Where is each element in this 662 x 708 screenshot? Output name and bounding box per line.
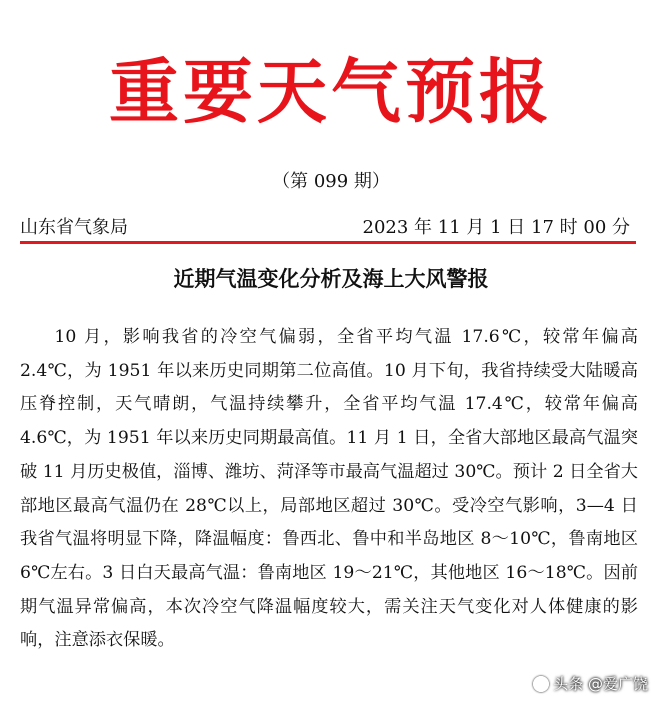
article-paragraph: 10 月，影响我省的冷空气偏弱，全省平均气温 17.6℃，较常年偏高 2.4℃，为 1951 年以来历史同期第二位高值。10 月下旬，我省持续受大陆暖高压脊控制，天气晴朗，气温持续攀升，全省平均气温 17.4℃，较常年偏高 4.6℃，为 1951 年以来历史同期最高值。11 月 1 日，全省大部地区最高气温突破 11 月历史极值，淄博、潍坊、菏泽等市最高气温超过 30℃。预计 2 日全省大部地区最高气温仍在 28℃以上，局部地区超过 30℃。受冷空气影响，3—4 日我省气温将明显下降，降温幅度：鲁西北、鲁中和半岛地区 8～10℃，鲁南地区 6℃左右。3 日白天最高气温：鲁南地区 19～21℃，其他地区 16～18℃。因前期气温异常偏高，本次冷空气降温幅度较大，需关注天气变化对人体健康的影响，注意添衣保暖。 xyxy=(20,327,638,651)
watermark xyxy=(533,673,648,694)
red-divider-line xyxy=(20,241,636,244)
issuer-row xyxy=(20,215,630,241)
issuer-name: 山东省气象局 xyxy=(20,217,128,238)
watermark-text: 头条 @爱广饶 xyxy=(553,675,648,693)
article-headline: 近期气温变化分析及海上大风警报 xyxy=(173,266,489,291)
masthead-title: 重要天气预报 xyxy=(109,50,553,133)
issue-datetime: 2023 年 11 月 1 日 17 时 00 分 xyxy=(362,217,630,238)
toutiao-logo-icon xyxy=(533,676,549,692)
issue-number: （第 099 期） xyxy=(272,171,390,192)
